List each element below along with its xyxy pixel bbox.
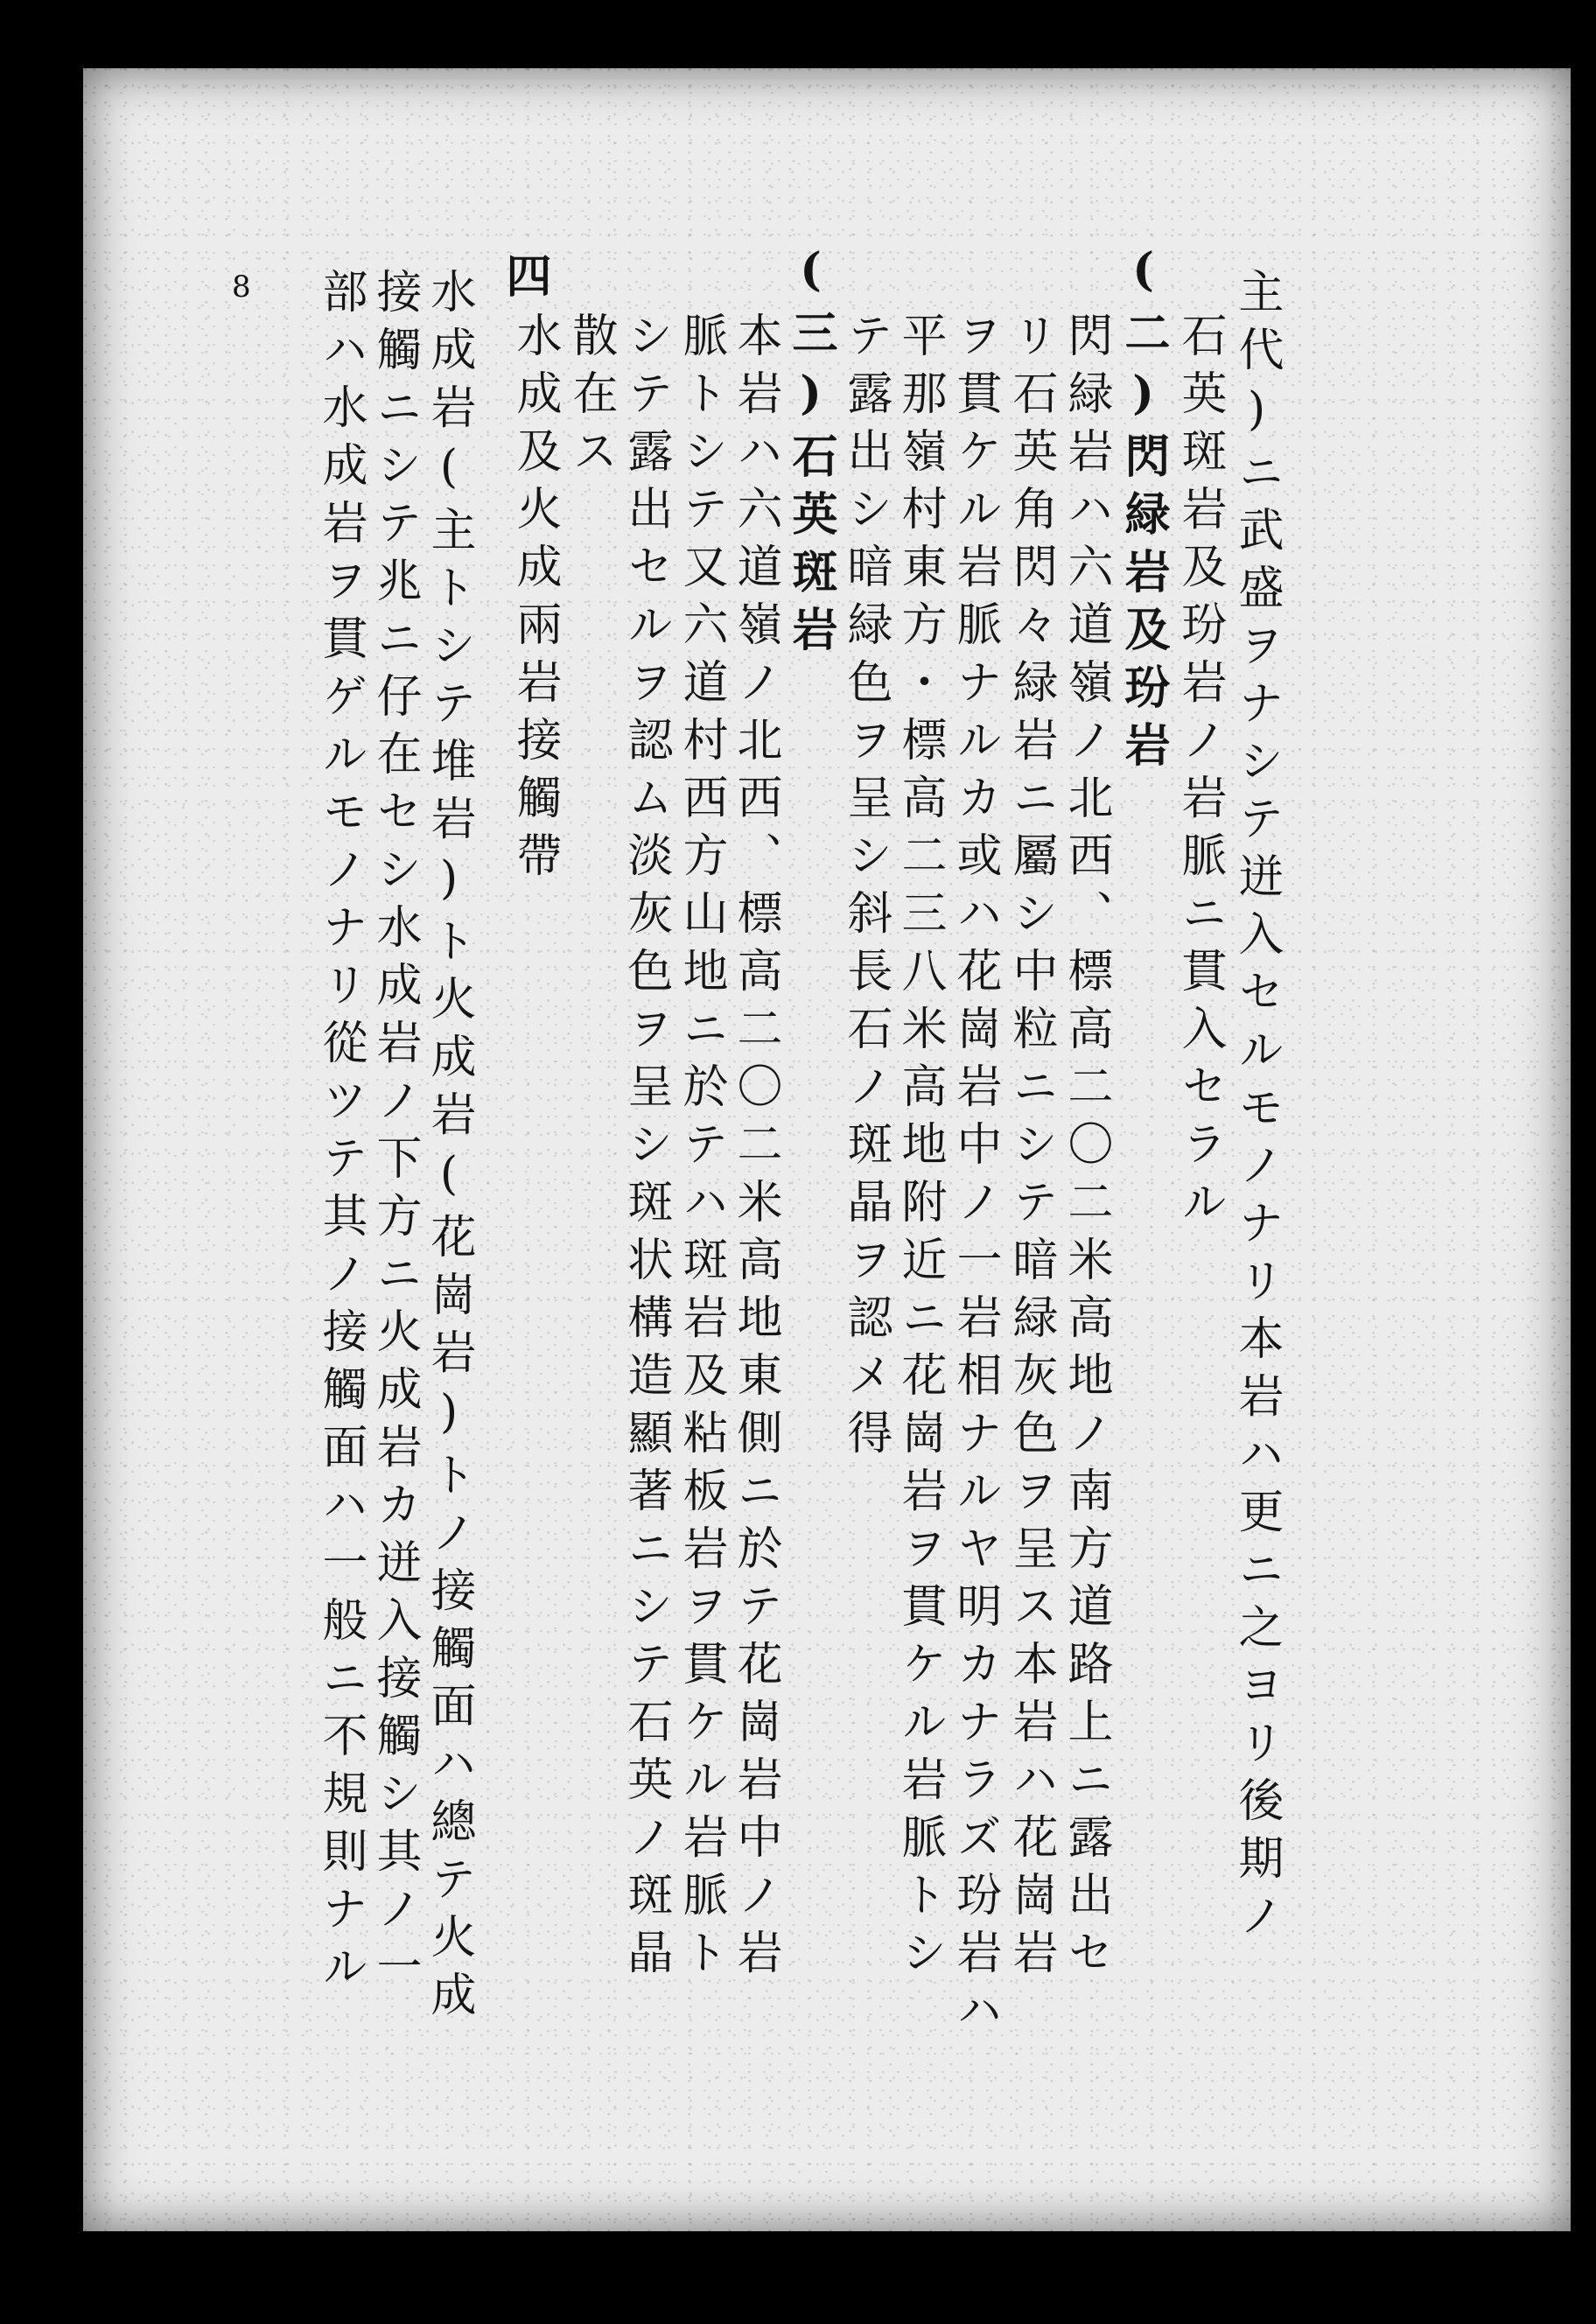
text-column: テ露出シ暗緑色ヲ呈シ斜長石ノ斑晶ヲ認メ得 bbox=[839, 312, 892, 1466]
page-number: 8 bbox=[232, 270, 251, 304]
text-column: 脈トシテ又六道村西方山地ニ於テハ斑岩及粘板岩ヲ貫ケル岩脈ト bbox=[675, 312, 727, 1986]
text-column: 閃緑岩ハ六道嶺ノ北西、標高二〇二米高地ノ南方道路上ニ露出セ bbox=[1060, 312, 1112, 1986]
text-column: シテ露出セルヲ認ム淡灰色ヲ呈シ斑状構造顯著ニシテ石英ノ斑晶 bbox=[620, 312, 672, 1986]
document-page bbox=[83, 68, 1571, 2231]
text-column: 平那嶺村東方・標高二三八米高地附近ニ花崗岩ヲ貫ケル岩脈トシ bbox=[893, 312, 946, 1986]
section-number: 四 bbox=[498, 252, 551, 306]
text-column: 主代)ニ武盛ヲナシテ迸入セルモノナリ本岩ハ更ニ之ヨリ後期ノ bbox=[1230, 268, 1283, 1950]
text-column: 部ハ水成岩ヲ貫ゲルモノナリ從ツテ其ノ接觸面ハ一般ニ不規則ナル bbox=[314, 268, 367, 2000]
text-column: 本岩ハ六道嶺ノ北西、標高二〇二米高地東側ニ於テ花崗岩中ノ岩 bbox=[729, 312, 781, 1986]
text-column: リ石英角閃々緑岩ニ屬シ中粒ニシテ暗緑灰色ヲ呈ス本岩ハ花崗岩 bbox=[1004, 312, 1057, 1986]
text-column: 石英斑岩及玢岩ノ岩脈ニ貫入セラル bbox=[1173, 312, 1226, 1236]
section-heading: (二)閃緑岩及玢岩 bbox=[1116, 243, 1170, 779]
section-title: 水成及火成兩岩接觸帶 bbox=[508, 312, 561, 889]
text-column: 散在ス bbox=[564, 312, 617, 485]
text-column: ヲ貫ケル岩脈ナルカ或ハ花崗岩中ノ一岩相ナルヤ明カナラズ玢岩ハ bbox=[948, 312, 1001, 2044]
text-column: 水成岩(主トシテ堆岩)ト火成岩(花崗岩)トノ接觸面ハ總テ火成 bbox=[423, 268, 475, 2028]
section-heading: (三)石英斑岩 bbox=[784, 243, 837, 663]
text-column: 接觸ニシテ兆ニ仔在セシ水成岩ノ下方ニ火成岩カ迸入接觸シ其ノ一 bbox=[368, 268, 421, 2000]
